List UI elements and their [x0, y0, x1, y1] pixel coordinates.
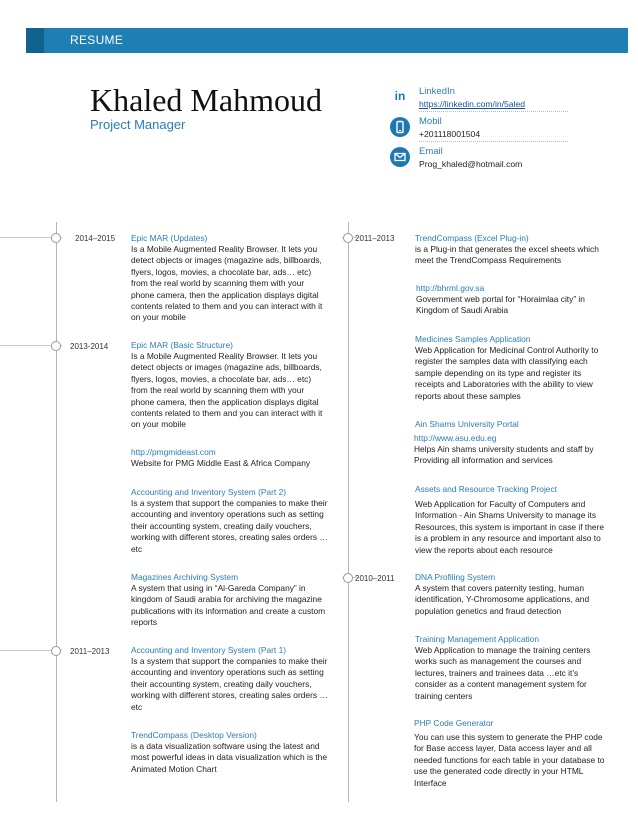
timeline-line: [56, 222, 57, 802]
project-title[interactable]: http://bhrml.gov.sa: [416, 283, 485, 293]
project-description: Web Application for Faculty of Computers and Information - Ain Shams University to manage its Resources, this system is important in case if there is a problem in any resource and important also to view the reports about each resource: [415, 499, 604, 555]
project-description: Is a system that support the companies to make their accounting and inventory operations such as setting their accounting system, creating daily vouchers, working with different stores, creating sales orders … etc: [131, 498, 328, 554]
project-title: Assets and Resource Tracking Project: [415, 484, 557, 494]
project-description: A system that using in “Al-Gareda Company” in kingdom of Saudi arabia for archiving the magazine publications with its information and create a custom reports: [131, 583, 326, 628]
project-title: TrendCompass (Excel Plug-in): [415, 233, 529, 243]
timeline-dot: [51, 646, 61, 656]
project-entry: [415, 633, 611, 702]
project-title: DNA Profiling System: [415, 572, 496, 582]
project-entry: [415, 232, 611, 267]
timeline-dot: [51, 233, 61, 243]
project-entry: [415, 483, 611, 556]
project-title: Ain Shams University Portal: [415, 419, 519, 429]
project-description: Web Application to manage the training centers works such as management the courses and lectures, trainers and trainees data …etc it’s consider as a content management system for training centers: [415, 645, 591, 701]
project-title: Accounting and Inventory System (Part 2): [131, 487, 287, 497]
project-title[interactable]: http://pmgmideast.com: [131, 447, 216, 457]
project-description: Is a system that support the companies to make their accounting and inventory operations such as setting their accounting system, creating daily vouchers, working with different stores, creating sales orders … etc: [131, 656, 328, 712]
timeline-dot: [51, 341, 61, 351]
project-entry: [414, 717, 610, 789]
project-description: You can use this system to generate the PHP code for Base access layer, Data access layer and all needed functions for each table in your database to use the generated code directly in your HTML Interface: [414, 732, 605, 788]
project-entry: [131, 729, 329, 775]
project-description: is a data visualization software using the latest and most powerful ideas in data visualization which is the Animated Motion Chart: [131, 741, 327, 774]
project-description: Web Application for Medicinal Control Authority to register the samples data with classifying each sample depending on its type and register its receipts and Laboratories with the ability to view reports about these samples: [415, 345, 599, 401]
timeline-line: [348, 222, 349, 802]
project-description: Is a Mobile Augmented Reality Browser. It lets you detect objects or images (magazine ads, billboards, flyers, logos, movies, a chocolate bar, ads… etc) from the real world by scanning them with your phone camera, then the application displays digital contents related to them and you can interact with it on your mobile: [131, 244, 323, 323]
project-entry: [131, 232, 329, 324]
project-entry: [131, 486, 329, 555]
project-description: Government web portal for “Horaimlaa city” in Kingdom of Saudi Arabia: [416, 294, 585, 316]
phone-number: +201118001504: [419, 129, 481, 139]
phone-icon: [390, 117, 410, 137]
period-date: 2011–2013: [70, 647, 110, 656]
project-entry: [131, 644, 329, 713]
period-date: 2011–2013: [355, 234, 395, 243]
contact-label: Email: [419, 146, 443, 157]
project-title: Accounting and Inventory System (Part 1): [131, 645, 287, 655]
period-date: 2013-2014: [70, 342, 109, 351]
project-entry: [415, 333, 611, 402]
period-date: 2014–2015: [75, 234, 116, 243]
divider: [419, 141, 568, 142]
linkedin-link[interactable]: https://linkedin.com/in/5aled: [419, 99, 526, 109]
resume-banner: [26, 28, 628, 53]
project-title: Epic MAR (Basic Structure): [131, 340, 233, 350]
project-entry: [415, 418, 611, 430]
project-entry: [415, 571, 611, 617]
banner-accent: [26, 28, 44, 53]
email-icon: [390, 147, 410, 167]
project-title: Magazines Archiving System: [131, 572, 239, 582]
period-date: 2010–2011: [355, 574, 395, 583]
project-entry: [131, 571, 329, 629]
project-entry: [416, 282, 612, 317]
contact-label: LinkedIn: [419, 86, 455, 97]
project-title: Training Management Application: [415, 634, 539, 644]
project-entry: [131, 446, 329, 469]
project-description: Website for PMG Middle East & Africa Company: [131, 458, 311, 468]
project-title: PHP Code Generator: [414, 718, 494, 728]
project-entry: [131, 339, 329, 431]
project-description: A system that covers paternity testing, human identification, Y-Chromosome applications, and population genetics and fraud detection: [415, 583, 590, 616]
project-description: Helps Ain shams university students and staff by Providing all information and services: [414, 444, 594, 466]
project-title[interactable]: http://www.asu.edu.eg: [414, 433, 497, 443]
project-entry: [414, 432, 610, 467]
banner-label: RESUME: [70, 33, 124, 47]
linkedin-icon: in: [394, 89, 406, 103]
timeline-dot: [343, 573, 353, 583]
project-title: TrendCompass (Desktop Version): [131, 730, 257, 740]
project-title: Epic MAR (Updates): [131, 233, 208, 243]
project-description: Is a Mobile Augmented Reality Browser. It lets you detect objects or images (magazine ads, billboards, flyers, logos, movies, a chocolate bar, ads… etc) from the real world by scanning them with your phone camera, then the application displays digital contents related to them and you can interact with it on your mobile: [131, 351, 323, 430]
job-title: Project Manager: [90, 117, 186, 132]
divider: [419, 111, 568, 112]
project-title: Medicines Samples Application: [415, 334, 531, 344]
candidate-name: Khaled Mahmoud: [90, 82, 322, 118]
project-description: is a Plug-in that generates the excel sheets which meet the TrendCompass Requirements: [415, 244, 599, 266]
contact-label: Mobil: [419, 116, 442, 127]
timeline-dot: [343, 233, 353, 243]
email-address: Prog_khaled@hotmail.com: [419, 159, 523, 169]
